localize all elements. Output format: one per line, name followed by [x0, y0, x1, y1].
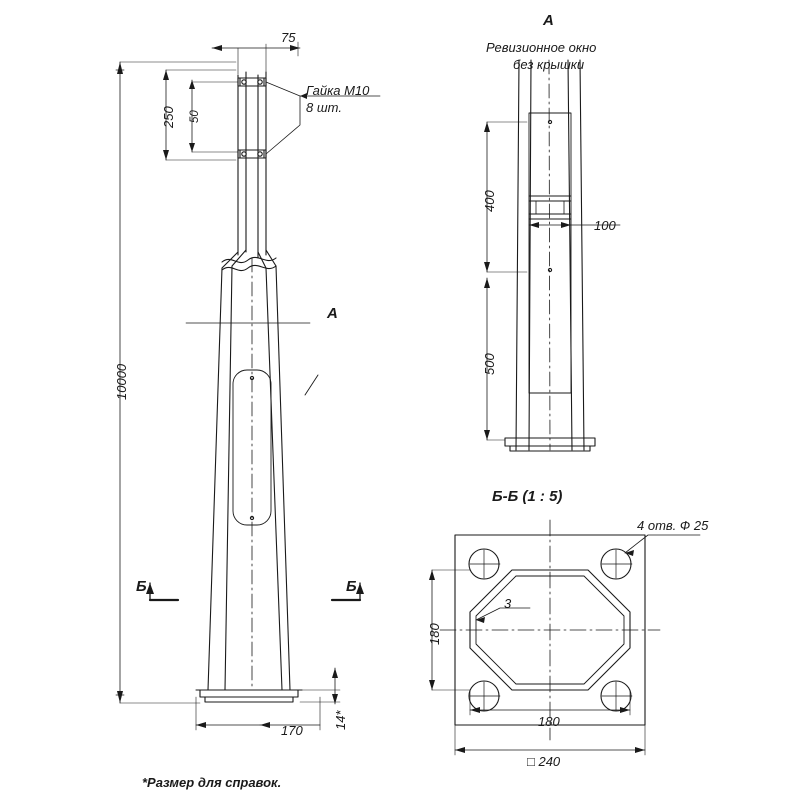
dimension-section-inner: 180 — [538, 714, 560, 729]
dimension-base-thickness: 14* — [333, 710, 348, 730]
dimension-window-to-base: 500 — [482, 353, 497, 375]
section-a-note-line2: без крышки — [513, 57, 585, 72]
dimension-top-width: 75 — [281, 30, 296, 45]
section-a-title: А — [543, 12, 554, 29]
dimension-base-width: 170 — [281, 723, 303, 738]
dimension-pole-height: 10000 — [114, 363, 129, 400]
section-mark-a-main: А — [327, 305, 338, 322]
callout-nut-line2: 8 шт. — [306, 100, 342, 115]
dimension-bracket-total: 250 — [161, 106, 176, 128]
section-a-note-line1: Ревизионное окно — [486, 40, 597, 55]
callout-holes: 4 отв. Ф 25 — [637, 518, 709, 533]
dimension-window-height: 400 — [482, 190, 497, 212]
dimension-bracket-step: 50 — [189, 110, 201, 123]
dimension-section-inner-vertical: 180 — [427, 623, 442, 645]
footnote: *Размер для справок. — [142, 775, 282, 790]
section-bb-title: Б-Б (1 : 5) — [492, 488, 563, 505]
dimension-section-outer: □ 240 — [527, 754, 561, 769]
dimension-window-width: 100 — [594, 218, 616, 233]
section-mark-b-left: Б — [136, 578, 147, 595]
dimension-section-wall: 3 — [504, 596, 512, 611]
callout-nut-line1: Гайка М10 — [306, 83, 370, 98]
section-mark-b-right: Б — [346, 578, 357, 595]
